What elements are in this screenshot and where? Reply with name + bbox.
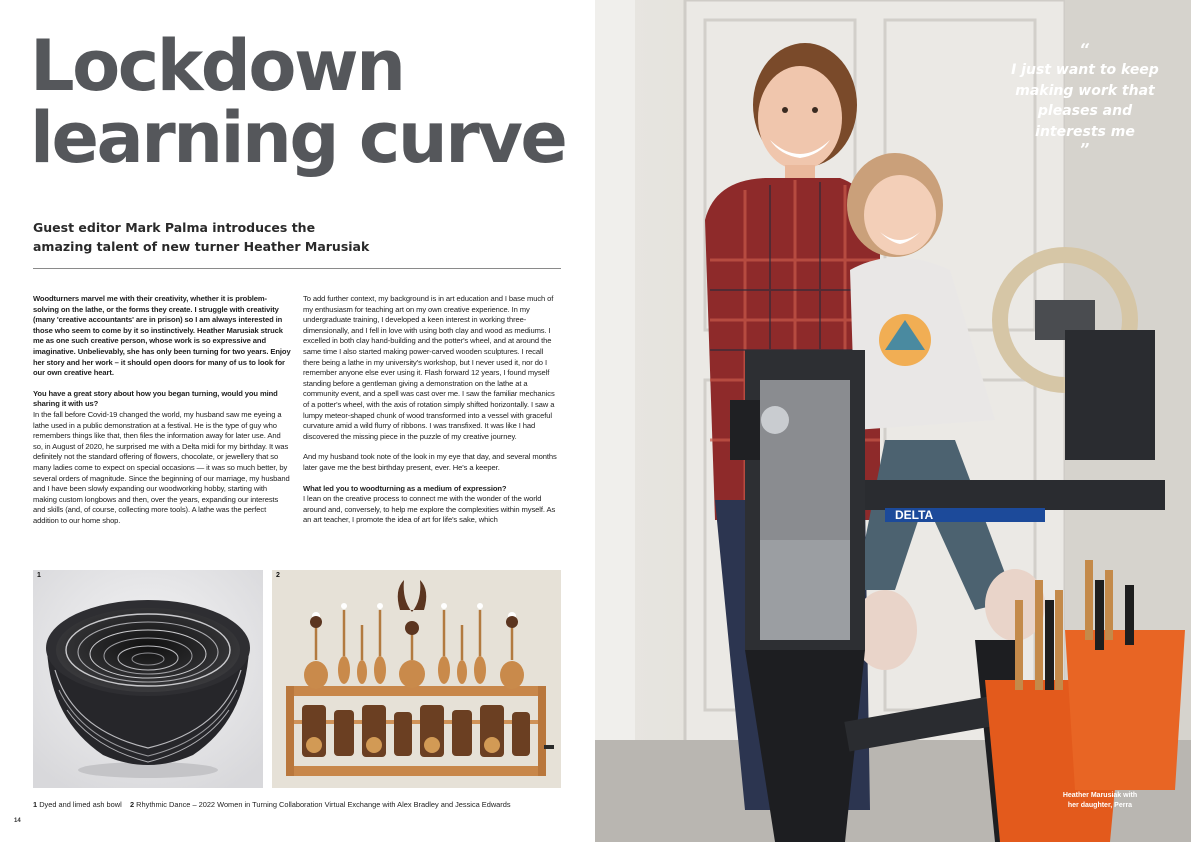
question-2: What led you to woodturning as a medium of expression?: [303, 483, 507, 493]
answer-1: In the fall before Covid-19 changed the world, my husband saw me eyeing a lathe used in a public demonstration at a festival. He is the type of guy who remembers things like that, then files the information away for later use. And so, in August of 2020, he surprised me with a Delta midi for my birthday. It was definitely not the standard offering of flowers, chocolate, or jewellery that so many ladies come to expect on special occasions — it was so much better, by several orders of magnitude. Since the beginning of our marriage, my husband and I have been slowly expanding our woodworking hobby, starting with making custom longbows and then, over the years, expanding our interests and skills (and, of course, collecting more tools). A lathe was the perfect addition to our home shop.: [33, 409, 290, 525]
portrait-caption-line-1: Heather Marusiak with: [1062, 792, 1138, 799]
figure-2-number: 2: [276, 572, 280, 579]
caption-2-number: 2: [129, 800, 135, 809]
intro-paragraph: Woodturners marvel me with their creativity, whether it is problem-solving on the lathe, or the forms they create. I struggle with creativity (many 'creative accountants' are in prison) so I am always interested in those who seem to come by it so instinctively. Heather Marusiak struck me as one such creative person, whose work is so expressive and imaginative. Unbelievably, she has only been turning for two years. Enjoy her story and her work – it should open doors for many of us to look for our own creative heart.: [33, 294, 291, 378]
headline-line-1: Lockdown: [30, 25, 404, 107]
quote-close-mark: ”: [1079, 140, 1091, 161]
body-column-1: [33, 294, 291, 536]
sculpture-illustration: [272, 570, 561, 788]
standfirst-line-2: amazing talent of new turner Heather Marusiak: [33, 239, 370, 254]
portrait-caption-line-2: her daughter, Perra: [1067, 802, 1133, 809]
figure-1-number: 1: [37, 572, 41, 579]
left-page: [0, 0, 595, 842]
caption-2-text: Rhythmic Dance – 2022 Women in Turning Collaboration Virtual Exchange with Alex Bradley and Jessica Edwards: [136, 800, 511, 809]
caption-1-text: Dyed and limed ash bowl: [39, 800, 122, 809]
lathe-brand-label: DELTA: [895, 508, 934, 522]
answer-2: I lean on the creative process to connect me with the wonder of the world around and, conversely, to help me explore the complexities within myself. As an art teacher, I promote the idea of art for life's sake, which: [303, 494, 556, 525]
page-number: 14: [14, 818, 21, 824]
question-1: You have a great story about how you began turning, would you mind sharing it with us?: [33, 388, 278, 409]
portrait-caption: [1040, 791, 1160, 811]
caption-1-number: 1: [33, 800, 38, 809]
pull-quote: [1005, 42, 1165, 160]
figure-captions: [33, 800, 563, 809]
headline-line-2: learning curve: [30, 97, 566, 179]
body-column-2: [303, 294, 561, 536]
right-page-photo: [595, 0, 1191, 842]
standfirst: [33, 218, 553, 256]
bowl-illustration: [33, 570, 263, 788]
headline: [30, 25, 570, 179]
divider-rule: [33, 268, 561, 269]
quote-open-mark: “: [1079, 40, 1091, 61]
figure-bowl-photo: [33, 570, 263, 788]
pull-quote-text: I just want to keep making work that pleases and interests me: [1011, 62, 1159, 140]
standfirst-line-1: Guest editor Mark Palma introduces the: [33, 220, 316, 235]
paragraph-3: And my husband took note of the look in my eye that day, and several months later gave me the best birthday present, ever. He's a keeper.: [303, 452, 557, 472]
figure-rhythmic-dance-photo: [272, 570, 561, 788]
paragraph-2: To add further context, my background is in art education and I base much of my enthusiasm for teaching art on my own creative experience. In my undergraduate training, I developed a keen interest in working three-dimensionally, and I fell in love with using both clay and wood as mediums. I excelled in both clay hand-building and the potter's wheel, and at around the same time I also started making power-carved wooden sculptures. I recall there being a lathe in my university's workshop, but I never used it, nor do I remember anyone else ever using it. Flash forward 12 years, I found myself standing before a gentleman giving a demonstration on the lathe at a community event, and a spell was cast over me. I saw the familiar mechanics of a potter's wheel, with the axis of rotation simply shifted horizontally. I saw a lumpy meteor-shaped chunk of wood transformed into a vessel with graceful curvature amid a wild flurry of ribbons. I was transfixed. It was like I had discovered the missing piece in the puzzle of my creative journey.: [303, 294, 555, 441]
